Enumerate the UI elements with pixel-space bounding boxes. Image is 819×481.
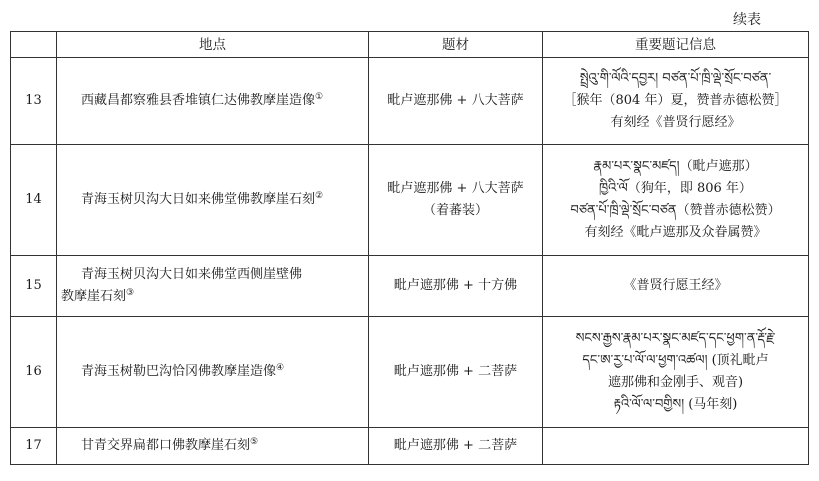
location-text-continued: 教摩崖石刻 — [61, 289, 127, 304]
subject-line: 毗卢遮那佛 + 八大菩萨 — [387, 93, 524, 108]
location-text: 青海玉树贝沟大日如来佛堂西侧崖壁佛 — [81, 267, 303, 282]
row-subject — [369, 428, 543, 465]
row-number: 13 — [11, 58, 57, 145]
inscription-line: བཙན་པོ་ཁྲི་ལྡེ་སྲོང་བཙན（赞普赤德松赞） — [570, 203, 781, 218]
inscription-line: རྟའི་ལོ་ལ་བགྱིས། (马年刻) — [613, 397, 738, 412]
inscription-line: དང་ཨ་རྱ་པ་ལོ་ལ་ཕྱག་འཚལ། (顶礼毗卢 — [582, 353, 769, 368]
row-inscription — [543, 256, 809, 317]
subject-line: 毗卢遮那佛 + 八大菩萨 — [387, 181, 524, 196]
location-text: 西藏昌都察雅县香堆镇仁达佛教摩崖造像 — [81, 93, 316, 108]
footnote-marker: ③ — [126, 288, 135, 298]
table-row — [11, 428, 809, 465]
header-inscription: 重要题记信息 — [543, 32, 809, 58]
table-row — [11, 145, 809, 256]
inscription-table — [10, 31, 809, 465]
subject-line: 毗卢遮那佛 + 二菩萨 — [393, 364, 518, 379]
header-location: 地点 — [57, 32, 369, 58]
row-location — [57, 145, 369, 256]
row-number: 14 — [11, 145, 57, 256]
location-text: 青海玉树贝沟大日如来佛堂佛教摩崖石刻 — [81, 192, 316, 207]
row-subject — [369, 58, 543, 145]
subject-line: （着蕃装） — [422, 203, 488, 218]
footnote-marker: ⑤ — [250, 437, 259, 447]
inscription-line: ཁྱིའི་ལོ（狗年，即 806 年） — [599, 181, 752, 196]
inscription-line: རྣམ་པར་སྣང་མཛད།（毗卢遮那） — [593, 159, 758, 174]
inscription-line: ［猴年（804 年）夏，赞普赤德松赞］ — [563, 93, 788, 108]
subject-line: 毗卢遮那佛 + 十方佛 — [393, 278, 518, 293]
inscription-line: 《普贤行愿王经》 — [623, 278, 728, 293]
footnote-marker: ① — [315, 92, 324, 102]
row-inscription — [543, 58, 809, 145]
row-location — [57, 256, 369, 317]
inscription-line: 有刻经《普贤行愿经》 — [610, 115, 741, 130]
row-location — [57, 428, 369, 465]
inscription-line: སངས་རྒྱས་རྣམ་པར་སྣང་མཛད་དང་ཕྱག་ན་རྡོ་རྗེ་ — [575, 331, 776, 346]
header-subject: 题材 — [369, 32, 543, 58]
row-subject — [369, 145, 543, 256]
row-location — [57, 317, 369, 428]
row-number: 17 — [11, 428, 57, 465]
table-row — [11, 58, 809, 145]
inscription-line: 遮那佛和金刚手、观音) — [607, 375, 744, 390]
row-location — [57, 58, 369, 145]
footnote-marker: ④ — [276, 363, 285, 373]
table-header-row — [11, 32, 809, 58]
row-subject — [369, 256, 543, 317]
footnote-marker: ② — [315, 191, 324, 201]
row-inscription — [543, 145, 809, 256]
row-subject — [369, 317, 543, 428]
row-inscription-empty — [543, 428, 809, 465]
header-number — [11, 32, 57, 58]
table-row — [11, 256, 809, 317]
continued-table-label: 续表 — [733, 12, 761, 28]
inscription-line: 有刻经《毗卢遮那及众眷属赞》 — [584, 225, 767, 240]
row-number: 16 — [11, 317, 57, 428]
location-text: 青海玉树勒巴沟恰冈佛教摩崖造像 — [81, 364, 277, 379]
inscription-line: སྤྲེའུ་གི་ལོའི་དབྱར། བཙན་པོ་ཁྲི་ལྡེ་སྲོང་བཙན་ — [579, 71, 772, 86]
row-number: 15 — [11, 256, 57, 317]
table-row — [11, 317, 809, 428]
subject-line: 毗卢遮那佛 + 二菩萨 — [393, 438, 518, 453]
row-inscription — [543, 317, 809, 428]
location-text: 甘青交界扁都口佛教摩崖石刻 — [81, 438, 251, 453]
